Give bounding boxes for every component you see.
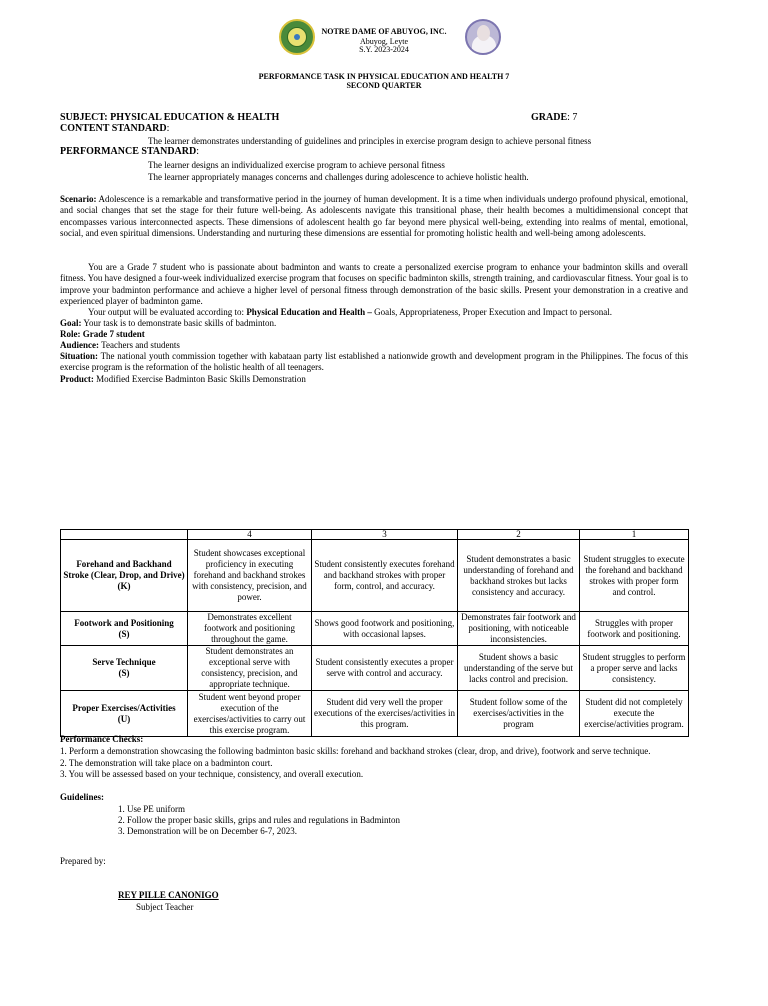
- product-text: Modified Exercise Badminton Basic Skills Demonstration: [96, 374, 306, 384]
- grade-value: : 7: [567, 112, 578, 123]
- performance-standard-colon: :: [196, 146, 199, 157]
- guideline-item: 2. Follow the proper basic skills, grips and rules and regulations in Badminton: [118, 815, 400, 825]
- goal-label: Goal:: [60, 318, 82, 328]
- criterion-code: (U): [117, 713, 131, 724]
- content-standard-colon: :: [166, 123, 170, 134]
- rubric-cell: Student showcases exceptional proficiency in executing forehand and backhand strokes with consistency, precision, and power.: [188, 540, 312, 612]
- criterion-code: (S): [118, 668, 130, 678]
- rubric-row-strokes: [61, 540, 689, 612]
- criterion-label: Serve Technique: [92, 657, 156, 667]
- evaluation-bold: Physical Education and Health –: [246, 307, 372, 317]
- situation-text: The national youth commission together with kabataan party list established a nationwide growth and development program in the Philippines. The focus of this exercise program is the reformation of the holistic health of all teenagers.: [60, 351, 688, 373]
- rubric-cell: Student struggles to perform a proper serve and lacks consistency.: [580, 646, 689, 691]
- performance-check-item: 2. The demonstration will take place on a badminton court.: [60, 758, 273, 768]
- scenario-text: Adolescence is a remarkable and transformative period in the journey of human development. It is a time when individuals undergo profound physical, emotional, and social changes that set the stage for their future well-being. As adolescents navigate this transitional phase, their health becomes a multidimensional concept that encompasses various interconnected aspects. These dimensions of adolescent health go far beyond mere physical well-being, extending into realms of mental, emotional, social, and even spiritual dimensions. Understanding and nurturing these dimensions are essential for promoting holistic health and well-being among adolescents.: [60, 194, 689, 238]
- guidelines-label: Guidelines:: [60, 792, 105, 802]
- rubric-criterion: [61, 612, 188, 646]
- rubric-cell: Student follow some of the exercises/activities in the program: [458, 691, 580, 737]
- performance-check-item: 1. Perform a demonstration showcasing the following badminton basic skills: forehand and backhand strokes (clear, drop, and drive), footwork and serve technique.: [60, 746, 651, 756]
- rubric-header-row: [61, 530, 689, 540]
- goal-line: [60, 318, 276, 329]
- document-quarter: SECOND QUARTER: [346, 81, 422, 90]
- rubric-header-score-3: 3: [312, 530, 458, 540]
- criterion-code: (K): [117, 581, 131, 591]
- rubric-header-score-4: 4: [188, 530, 312, 540]
- rubric-cell: Struggles with proper footwork and positioning.: [580, 612, 689, 646]
- rubric-cell: Student shows a basic understanding of the serve but lacks control and precision.: [458, 646, 580, 691]
- rubric-criterion: [61, 691, 188, 737]
- criterion-code: (S): [118, 628, 130, 639]
- audience-text: Teachers and students: [101, 340, 180, 350]
- rubric-cell: Demonstrates fair footwork and positioning, with noticeable inconsistencies.: [458, 612, 580, 646]
- rubric-criterion: [61, 540, 188, 612]
- rubric-header-score-2: 2: [458, 530, 580, 540]
- rubric-cell: Student went beyond proper execution of the exercises/activities to carry out this exercise program.: [188, 691, 312, 737]
- product-line: [60, 374, 306, 385]
- school-year: S.Y. 2023-2024: [359, 45, 409, 54]
- role-label: Role:: [60, 329, 81, 339]
- content-standard-text: The learner demonstrates understanding of guidelines and principles in exercise program design to achieve personal fitness: [148, 136, 592, 146]
- teacher-name: REY PILLE CANONIGO: [118, 890, 219, 900]
- scenario-label: Scenario:: [60, 194, 97, 204]
- performance-standard-heading: [60, 146, 199, 159]
- performance-standard-line-2: The learner appropriately manages concerns and challenges during adolescence to achieve holistic health.: [148, 172, 529, 182]
- rubric-table: [60, 529, 689, 737]
- rubric-cell: Student did not completely execute the exercise/activities program.: [580, 691, 689, 737]
- school-location: Abuyog, Leyte: [360, 37, 408, 46]
- grade-field: [531, 112, 577, 125]
- guideline-item: 1. Use PE uniform: [118, 804, 185, 814]
- rubric-cell: Student consistently executes forehand and backhand strokes with proper form, control, and accuracy.: [312, 540, 458, 612]
- situation-label: Situation:: [60, 351, 99, 361]
- prepared-by-label: Prepared by:: [60, 856, 106, 866]
- situation-paragraph: [60, 351, 688, 374]
- grade-label: GRADE: [531, 112, 568, 123]
- document-title: PERFORMANCE TASK IN PHYSICAL EDUCATION AND HEALTH 7: [258, 72, 510, 81]
- rubric-header-score-1: 1: [580, 530, 689, 540]
- subject-label: SUBJECT: PHYSICAL EDUCATION & HEALTH: [60, 112, 280, 123]
- criterion-label: Proper Exercises/Activities: [72, 702, 176, 713]
- role-text: Grade 7 student: [82, 329, 145, 339]
- performance-standard-label: PERFORMANCE STANDARD: [60, 146, 197, 157]
- evaluation-rest: Goals, Appropriateness, Proper Execution and Impact to personal.: [374, 307, 613, 317]
- rubric-cell: Demonstrates excellent footwork and positioning throughout the game.: [188, 612, 312, 646]
- rubric-row-serve: [61, 646, 689, 691]
- criterion-label: Footwork and Positioning: [74, 617, 174, 628]
- rubric-row-footwork: [61, 612, 689, 646]
- audience-line: [60, 340, 180, 351]
- product-label: Product:: [60, 374, 94, 384]
- evaluation-prefix: Your output will be evaluated according to:: [88, 307, 245, 317]
- rubric-cell: Student consistently executes a proper serve with control and accuracy.: [312, 646, 458, 691]
- rubric-criterion: [61, 646, 188, 691]
- rubric-cell: Student demonstrates a basic understanding of forehand and backhand strokes but lacks consistency and accuracy.: [458, 540, 580, 612]
- role-line: [60, 329, 145, 340]
- performance-check-item: 3. You will be assessed based on your technique, consistency, and overall execution.: [60, 769, 364, 779]
- content-standard-label: CONTENT STANDARD: [60, 123, 167, 134]
- task-paragraph: You are a Grade 7 student who is passionate about badminton and wants to create a personalized exercise program to enhance your badminton skills and overall fitness. You have designed a four-week individualized exercise program that focuses on specific badminton skills, strength training, and cardiovascular fitness. Your goal is to improve your badminton performance and achieve a higher level of personal fitness through demonstration of the basic skills. Present your demonstration in a creative and experienced player of badminton game.: [60, 262, 688, 306]
- teacher-position: Subject Teacher: [136, 902, 194, 912]
- school-name: NOTRE DAME OF ABUYOG, INC.: [321, 27, 447, 36]
- rubric-row-exercises: [61, 691, 689, 737]
- performance-standard-line-1: The learner designs an individualized exercise program to achieve personal fitness: [148, 160, 445, 170]
- content-standard-heading: [60, 123, 169, 136]
- criterion-label: Forehand and Backhand Stroke (Clear, Drop, and Drive): [63, 559, 185, 580]
- rubric-cell: Student did very well the proper executions of the exercises/activities in this program.: [312, 691, 458, 737]
- goal-text: Your task is to demonstrate basic skills of badminton.: [83, 318, 277, 328]
- audience-label: Audience:: [60, 340, 99, 350]
- scenario-paragraph: [60, 194, 688, 239]
- rubric-cell: Student demonstrates an exceptional serve with consistency, precision, and appropriate technique.: [188, 646, 312, 691]
- guideline-item: 3. Demonstration will be on December 6-7, 2023.: [118, 826, 297, 836]
- rubric-cell: Shows good footwork and positioning, with occasional lapses.: [312, 612, 458, 646]
- rubric-cell: Student struggles to execute the forehand and backhand strokes with proper form and control.: [580, 540, 689, 612]
- evaluation-line: [88, 307, 688, 318]
- rubric-header-criteria: [61, 530, 188, 540]
- performance-checks-label: Performance Checks:: [60, 734, 144, 744]
